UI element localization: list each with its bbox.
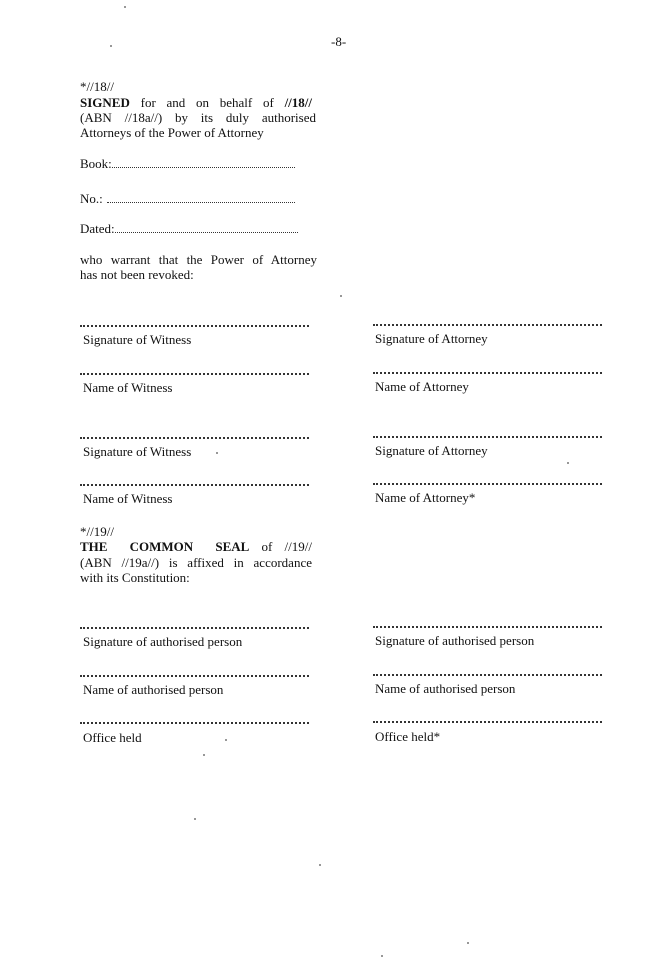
witness-name-label-2: Name of Witness	[83, 491, 173, 506]
authorised-name-line-right	[373, 674, 602, 676]
scan-speck	[216, 452, 218, 454]
scan-speck	[381, 955, 383, 957]
common-seal-rest: of	[261, 539, 273, 554]
witness-name-label-1: Name of Witness	[83, 380, 173, 395]
dated-field	[80, 221, 298, 237]
witness-name-line-1	[80, 373, 309, 375]
scan-speck	[319, 864, 321, 866]
dated-blank	[115, 221, 298, 233]
common-seal-ref: //19//	[284, 539, 312, 554]
scan-speck	[110, 45, 112, 47]
block1-marker: *//18//	[80, 79, 114, 94]
office-held-label-right: Office held*	[375, 729, 441, 744]
authorised-name-label-right: Name of authorised person	[375, 681, 516, 696]
block2-abn-line: (ABN //19a//) is affixed in accordance	[80, 555, 312, 570]
scan-speck	[567, 462, 569, 464]
attorney-name-label-2: Name of Attorney*	[375, 490, 476, 505]
block2-constitution-line: with its Constitution:	[80, 570, 190, 585]
scan-speck	[194, 818, 196, 820]
block2-marker: *//19//	[80, 524, 114, 539]
attorney-signature-label-1: Signature of Attorney	[375, 331, 488, 346]
warrant-line-2: has not been revoked:	[80, 267, 194, 282]
authorised-name-line-left	[80, 675, 309, 677]
office-held-line-left	[80, 722, 309, 724]
dated-label: Dated:	[80, 221, 115, 236]
authorised-signature-line-right	[373, 626, 602, 628]
witness-signature-label-1: Signature of Witness	[83, 332, 192, 347]
book-field	[80, 156, 295, 172]
book-blank	[112, 156, 295, 168]
scan-speck	[225, 739, 227, 741]
attorney-name-line-1	[373, 372, 602, 374]
office-held-label-left: Office held	[83, 730, 142, 745]
attorney-name-label-1: Name of Attorney	[375, 379, 469, 394]
block2-heading	[80, 539, 312, 555]
book-label: Book:	[80, 156, 112, 171]
block1-abn-line: (ABN //18a//) by its duly authorised	[80, 110, 316, 125]
signed-rest: for and on behalf of	[140, 95, 274, 110]
witness-signature-line-1	[80, 325, 309, 327]
witness-signature-line-2	[80, 437, 309, 439]
authorised-name-label-left: Name of authorised person	[83, 682, 224, 697]
no-label: No.:	[80, 191, 103, 206]
scan-speck	[124, 6, 126, 8]
authorised-signature-line-left	[80, 627, 309, 629]
no-blank	[107, 191, 295, 203]
attorney-signature-label-2: Signature of Attorney	[375, 443, 488, 458]
attorney-signature-line-2	[373, 436, 602, 438]
scan-speck	[340, 295, 342, 297]
signed-keyword: SIGNED	[80, 95, 130, 110]
signed-ref: //18//	[284, 95, 313, 110]
scan-speck	[203, 754, 205, 756]
block1-attorneys-line: Attorneys of the Power of Attorney	[80, 125, 264, 140]
authorised-signature-label-left: Signature of authorised person	[83, 634, 243, 649]
warrant-line-1: who warrant that the Power of Attorney	[80, 252, 317, 267]
no-field	[80, 191, 295, 207]
office-held-line-right	[373, 721, 602, 723]
common-seal-keyword: THE COMMON SEAL	[80, 539, 250, 554]
block1-heading	[80, 95, 312, 111]
page-number: -8-	[331, 34, 347, 49]
authorised-signature-label-right: Signature of authorised person	[375, 633, 535, 648]
attorney-signature-line-1	[373, 324, 602, 326]
scan-speck	[467, 942, 469, 944]
attorney-name-line-2	[373, 483, 602, 485]
witness-name-line-2	[80, 484, 309, 486]
witness-signature-label-2: Signature of Witness	[83, 444, 192, 459]
